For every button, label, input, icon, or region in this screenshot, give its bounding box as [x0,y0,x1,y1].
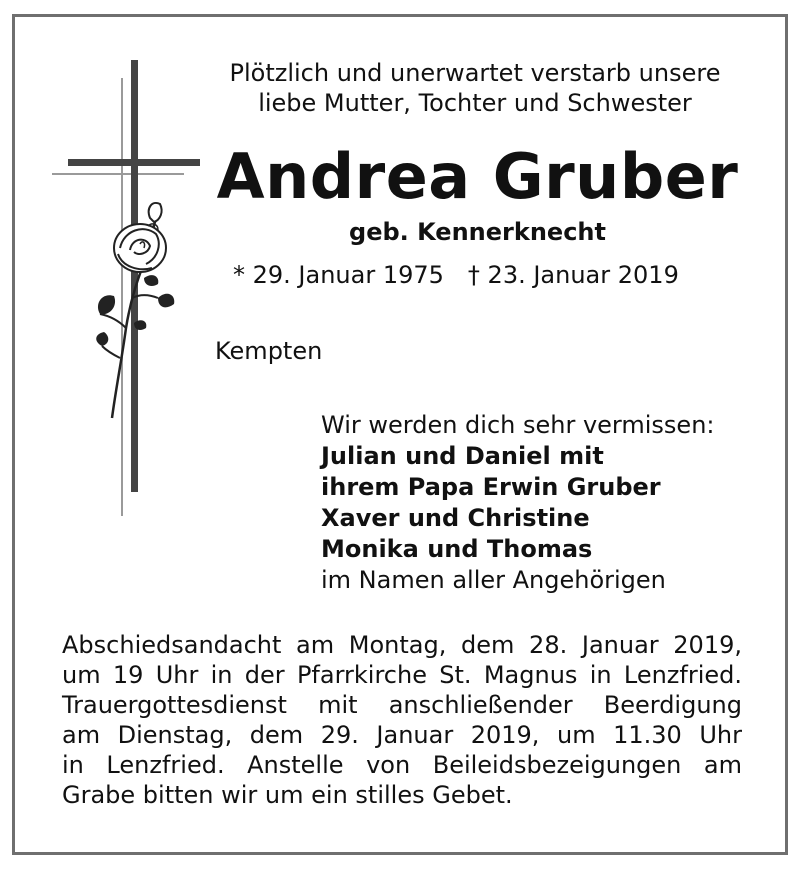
intro-line-1: Plötzlich und unerwartet verstarb unsere [229,59,721,87]
service-line: Abschiedsandacht am Montag, dem 28. Januar 2019, [62,631,742,659]
cross-rose-graphic [48,58,208,518]
birth-name: geb. Kennerknecht [349,218,606,246]
mourner-line: Monika und Thomas [321,535,593,563]
deceased-name: Andrea Gruber [216,140,739,213]
mourner-line: ihrem Papa Erwin Gruber [321,473,661,501]
mourner-line: Xaver und Christine [321,504,590,532]
service-line: Trauergottesdienst mit anschließender Beerdigung [62,691,742,719]
mourners-intro: Wir werden dich sehr vermissen: [321,411,715,439]
intro-line-2: liebe Mutter, Tochter und Schwester [258,89,692,117]
mourners-block [321,410,751,596]
life-dates [233,260,753,290]
place-of-residence: Kempten [215,337,323,365]
mourner-line: Julian und Daniel mit [321,442,604,470]
cross-with-rose-icon [48,58,208,518]
service-information [62,630,742,810]
death-date: † 23. Januar 2019 [467,261,679,289]
birth-date: * 29. Januar 1975 [233,261,444,289]
mourners-outro: im Namen aller Angehörigen [321,566,666,594]
service-line: Grabe bitten wir um ein stilles Gebet. [62,781,513,809]
service-line: am Dienstag, dem 29. Januar 2019, um 11.30 Uhr [62,721,742,749]
service-line: um 19 Uhr in der Pfarrkirche St. Magnus in Lenzfried. [62,661,742,689]
intro-text [210,58,740,118]
service-line: in Lenzfried. Anstelle von Beileidsbezeigungen am [62,751,742,779]
